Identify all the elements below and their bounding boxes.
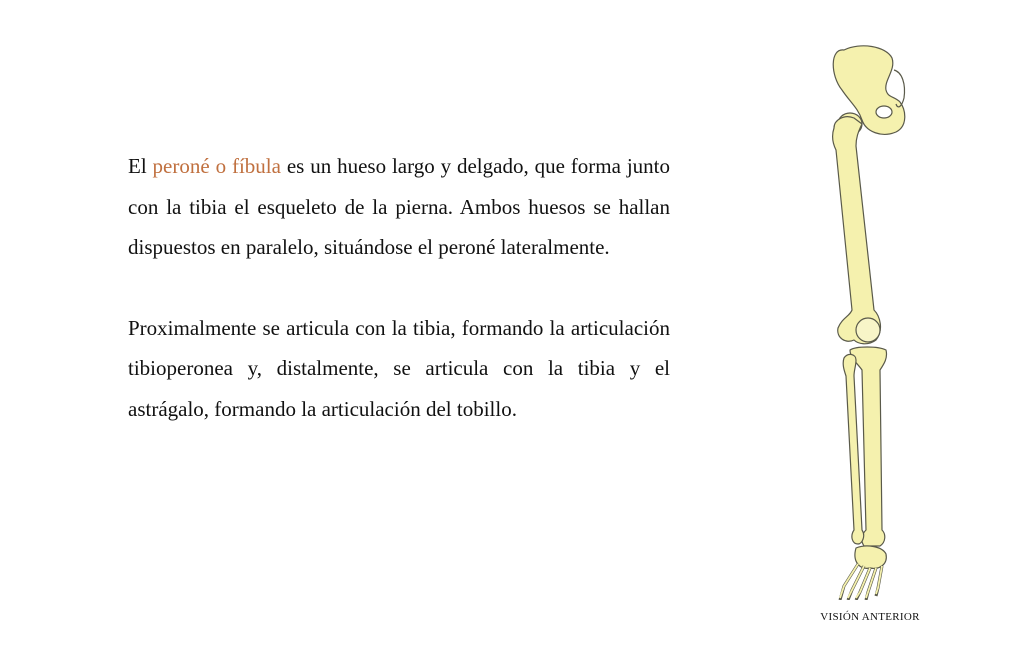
leg-skeleton-illustration xyxy=(800,40,940,600)
paragraph-1-body: es un hueso largo y delgado, que forma junto con la tibia el esqueleto de la pierna. Ambos huesos se hallan dispuestos en paralelo, situándose el peroné lateralmente. xyxy=(128,154,670,259)
main-text xyxy=(128,146,670,429)
patella xyxy=(856,318,880,342)
paragraph-2: Proximalmente se articula con la tibia, formando la articulación tibioperonea y, distalmente, se articula con la tibia y el astrágalo, formando la articulación del tobillo. xyxy=(128,315,670,421)
paragraph-1 xyxy=(128,146,670,268)
paragraph-1-intro: El xyxy=(128,154,153,178)
femur xyxy=(833,117,881,344)
highlighted-term: peroné o fíbula xyxy=(152,154,281,178)
fibula xyxy=(843,354,863,544)
obturator-foramen xyxy=(876,106,892,118)
figure-caption: VISIÓN ANTERIOR xyxy=(820,611,920,623)
tarsals xyxy=(855,546,886,568)
